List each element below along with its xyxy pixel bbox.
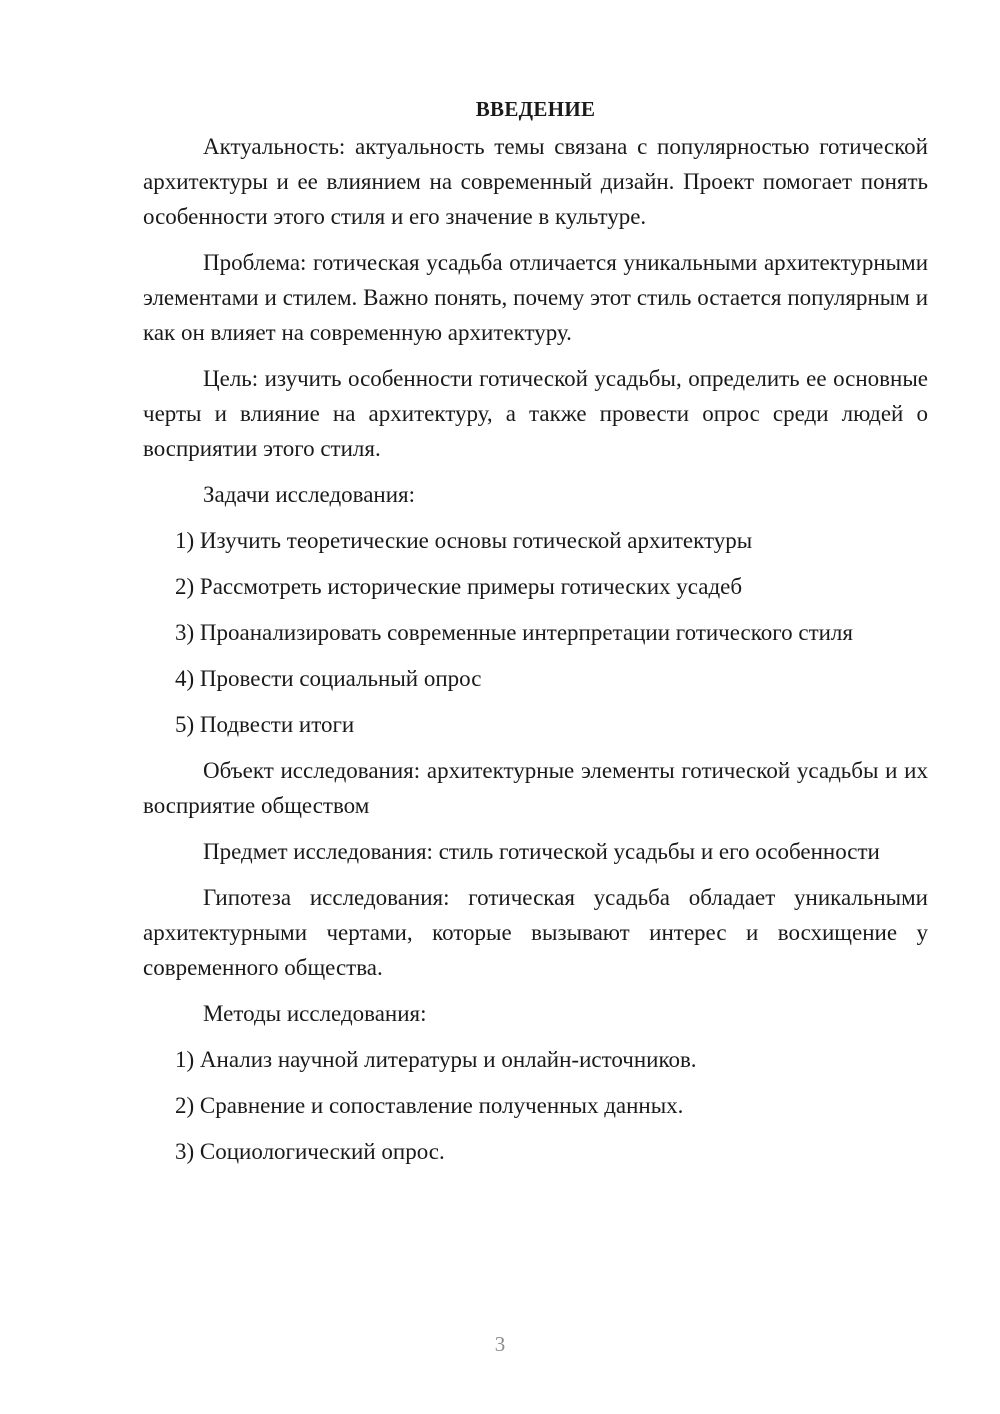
method-item: 2) Сравнение и сопоставление полученных данных. [175,1093,684,1118]
tasks-heading: Задачи исследования: [203,482,416,507]
method-item: 3) Социологический опрос. [175,1139,445,1164]
hypothesis-paragraph: Гипотеза исследования: готическая усадьба обладает уникальными архитектурными чертами, которые вызывают интерес и восхищение у современного общества. [143,885,928,980]
relevance-paragraph: Актуальность: актуальность темы связана с популярностью готической архитектуры и ее влиянием на современный дизайн. Проект помогает понять особенности этого стиля и его значение в культуре. [143,134,928,229]
section-title: ВВЕДЕНИЕ [475,97,596,121]
page-number: 3 [494,1332,506,1356]
object-paragraph: Объект исследования: архитектурные элементы готической усадьбы и их восприятие обществом [143,758,928,818]
subject-paragraph: Предмет исследования: стиль готической усадьбы и его особенности [203,839,880,864]
method-item: 1) Анализ научной литературы и онлайн-источников. [175,1047,697,1072]
task-item: 5) Подвести итоги [175,712,355,737]
task-item: 2) Рассмотреть исторические примеры готических усадеб [175,574,743,599]
task-item: 4) Провести социальный опрос [175,666,482,691]
problem-paragraph: Проблема: готическая усадьба отличается уникальными архитектурными элементами и стилем. Важно понять, почему этот стиль остается популярным и как он влияет на современную архитектуру. [143,250,928,345]
task-item: 1) Изучить теоретические основы готической архитектуры [175,528,753,553]
methods-heading: Методы исследования: [203,1001,427,1026]
goal-paragraph: Цель: изучить особенности готической усадьбы, определить ее основные черты и влияние на архитектуру, а также провести опрос среди людей о восприятии этого стиля. [143,366,928,461]
task-item: 3) Проанализировать современные интерпретации готического стиля [175,620,853,645]
document-page [143,92,928,1180]
